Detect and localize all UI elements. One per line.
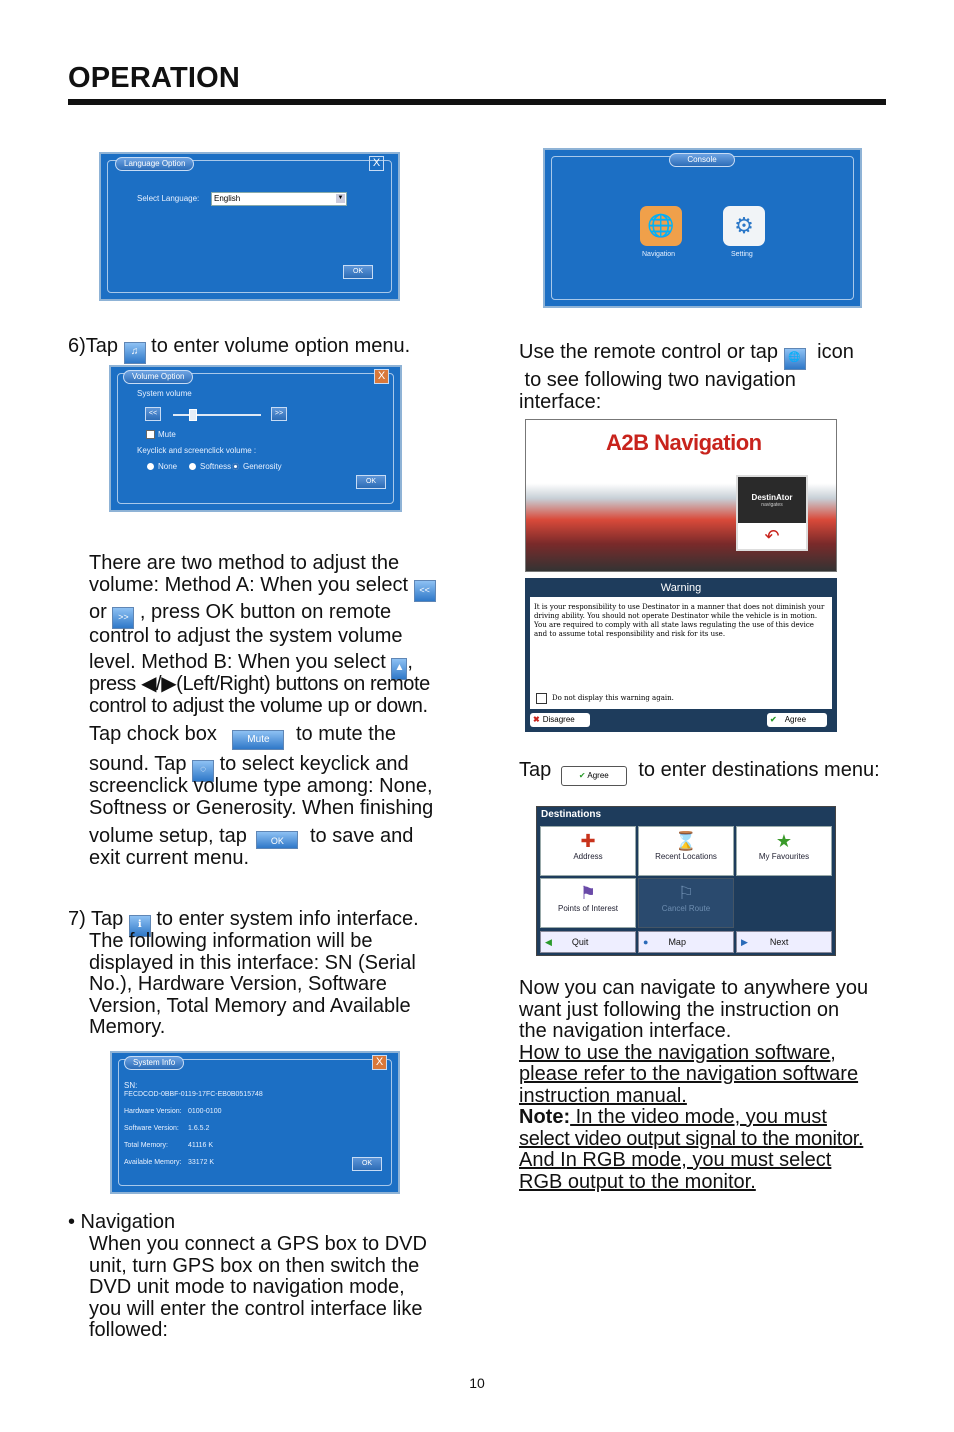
text-line: The following information will be <box>89 930 373 952</box>
quit-button[interactable] <box>540 931 636 953</box>
text-fragment: Use the remote control or tap <box>519 341 779 363</box>
available-memory-value: 33172 K <box>188 1159 215 1166</box>
destinator-logo <box>736 475 808 551</box>
radio-generosity-label: Generosity <box>243 462 282 471</box>
chevron-down-icon: ▼ <box>337 195 344 201</box>
close-icon[interactable]: X <box>374 369 389 384</box>
available-memory-label: Available Memory: <box>124 1159 182 1166</box>
text-line: And In RGB mode, you must select <box>519 1149 832 1171</box>
keyclick-icon[interactable]: ◌ <box>192 760 214 782</box>
text-line: followed: <box>89 1319 168 1341</box>
step-7-suffix: to enter system info interface. <box>156 908 419 930</box>
text-line: displayed in this interface: SN (Serial <box>89 951 416 974</box>
next-button[interactable] <box>736 931 832 953</box>
map-button[interactable] <box>638 931 734 953</box>
text-line: the navigation interface. <box>519 1020 732 1042</box>
recent-locations-button[interactable] <box>638 826 734 876</box>
text-fragment: to mute the <box>295 723 397 745</box>
agree-icon-label: Agree <box>587 771 609 780</box>
radio-softness-label: Softness <box>200 462 232 471</box>
page-heading: OPERATION <box>68 62 241 94</box>
volume-option-screenshot <box>109 365 402 512</box>
text-fragment: Tap chock box <box>89 723 217 745</box>
text-fragment: , press OK button on remote <box>139 601 392 623</box>
text-line: exit current menu. <box>89 847 250 869</box>
mute-checkbox-icon[interactable]: Mute <box>232 730 284 750</box>
volume-down-button[interactable]: << <box>145 407 161 421</box>
step-7-prefix: 7) Tap <box>68 908 124 930</box>
text-line: Softness or Generosity. When finishing <box>89 797 434 819</box>
system-volume-label: System volume <box>137 389 192 398</box>
volume-up-button[interactable]: >> <box>271 407 287 421</box>
poi-icon: ⚑ <box>579 883 597 903</box>
text-fragment: level. Method B: When you select <box>89 651 386 673</box>
keyclick-label: Keyclick and screenclick volume : <box>137 446 257 455</box>
logo-brand: DestinAtor <box>751 493 793 502</box>
volume-slider-track[interactable] <box>173 414 261 416</box>
text-line: Memory. <box>89 1016 166 1038</box>
text-line: No.), Hardware Version, Software <box>89 973 387 995</box>
logo-subtitle: navigates <box>761 502 783 508</box>
text-fragment: Tap <box>519 759 552 781</box>
disagree-button[interactable] <box>530 713 590 727</box>
page-number: 10 <box>469 1375 485 1391</box>
text-line <box>89 724 469 754</box>
text-line: RGB output to the monitor. <box>519 1170 756 1193</box>
dialog-title: Console <box>669 153 735 167</box>
disagree-label: Disagree <box>542 715 575 724</box>
dialog-frame <box>551 156 854 300</box>
quit-label: Quit <box>571 937 589 947</box>
text-line: When you connect a GPS box to DVD <box>89 1233 427 1255</box>
software-version-value: 1.6.5.2 <box>188 1125 210 1132</box>
software-version-label: Software Version: <box>124 1125 179 1132</box>
remote-control-paragraph <box>519 342 899 413</box>
ok-button[interactable]: OK <box>356 475 386 489</box>
recent-locations-label: Recent Locations <box>655 852 717 861</box>
text-line: press ◀/▶(Left/Right) buttons on remote <box>89 673 430 695</box>
volume-left-icon[interactable]: << <box>414 580 436 602</box>
agree-button[interactable] <box>767 713 827 727</box>
navigation-paragraph <box>89 1234 469 1342</box>
cancel-route-label: Cancel Route <box>661 904 711 913</box>
step-6-prefix: 6)Tap <box>68 335 119 357</box>
text-line: There are two method to adjust the <box>89 552 400 574</box>
text-fragment: volume: Method A: When you select <box>89 574 409 596</box>
ok-icon[interactable]: OK <box>256 831 298 849</box>
clock-icon: ⌛ <box>674 831 698 851</box>
text-fragment: to select keyclick and <box>219 753 409 775</box>
language-option-screenshot <box>99 152 400 301</box>
system-info-paragraph <box>89 931 469 1039</box>
ok-button[interactable]: OK <box>352 1157 382 1171</box>
text-fragment: , <box>407 651 413 673</box>
address-icon: ✚ <box>580 831 596 851</box>
total-memory-value: 41116 K <box>188 1142 214 1149</box>
setting-app-icon[interactable]: ⚙ <box>723 206 765 246</box>
note-line <box>519 1107 899 1129</box>
text-line: How to use the navigation software, <box>519 1041 836 1064</box>
select-language-label: Select Language: <box>137 194 200 203</box>
text-line: want just following the instruction on <box>519 998 840 1021</box>
mute-checkbox[interactable] <box>146 430 155 439</box>
warning-title: Warning <box>660 582 702 594</box>
text-fragment: sound. Tap <box>89 753 187 775</box>
cancel-route-icon: ⚐ <box>677 883 695 903</box>
text-line <box>89 826 469 848</box>
close-icon[interactable]: X <box>372 1055 387 1070</box>
my-favourites-button[interactable] <box>736 826 832 876</box>
address-label: Address <box>573 852 603 861</box>
text-fragment: to save and <box>310 825 414 847</box>
hardware-version-label: Hardware Version: <box>124 1108 182 1115</box>
total-memory-label: Total Memory: <box>124 1142 168 1149</box>
console-screenshot <box>543 148 862 308</box>
volume-right-icon[interactable]: >> <box>112 607 134 629</box>
a2b-navigation-screenshot <box>525 419 837 572</box>
system-info-screenshot <box>110 1051 400 1194</box>
map-label: Map <box>668 937 686 947</box>
text-line: instruction manual. <box>519 1084 687 1107</box>
sn-label: SN: <box>124 1081 138 1090</box>
close-icon: ✖ <box>533 715 540 724</box>
text-line: to see following two navigation <box>519 369 796 391</box>
radio-softness[interactable] <box>189 463 196 470</box>
text-line <box>89 754 469 776</box>
heading-rule <box>68 99 886 105</box>
agree-button-icon[interactable] <box>561 766 627 786</box>
language-value: English <box>214 194 241 203</box>
address-button[interactable] <box>540 826 636 876</box>
text-line: Now you can navigate to anywhere you <box>519 977 869 999</box>
dont-show-checkbox[interactable] <box>536 693 547 704</box>
dialog-title: Language Option <box>115 157 194 171</box>
text-line <box>519 342 899 370</box>
mute-label: Mute <box>158 430 176 439</box>
cancel-route-button[interactable] <box>638 878 734 928</box>
destinations-title: Destinations <box>541 809 602 820</box>
dialog-title: System Info <box>124 1056 184 1070</box>
setting-app-label: Setting <box>731 251 753 258</box>
star-icon: ★ <box>775 831 793 851</box>
my-favourites-label: My Favourites <box>758 852 810 861</box>
navigation-app-label: Navigation <box>642 251 676 258</box>
a2b-title: A2B Navigation <box>606 430 762 455</box>
system-info-icon[interactable]: ℹ <box>129 915 151 937</box>
tap-agree-line <box>519 760 880 786</box>
text-fragment: In the video mode, you must <box>570 1106 827 1128</box>
warning-screenshot <box>525 578 837 732</box>
dialog-frame <box>118 1059 392 1186</box>
text-fragment: volume setup, tap <box>89 825 247 847</box>
volume-slider-thumb[interactable] <box>189 409 197 421</box>
text-line <box>89 575 469 602</box>
ok-button[interactable]: OK <box>343 265 373 279</box>
text-line: interface: <box>519 390 602 413</box>
sn-value: FECDCOD-0BBF-0119-17FC-EB0B0515748 <box>124 1091 263 1098</box>
text-fragment: icon <box>817 341 854 363</box>
dont-show-label: Do not display this warning again. <box>552 694 674 702</box>
text-line: DVD unit mode to navigation mode, <box>89 1276 405 1298</box>
text-fragment: or <box>89 601 107 623</box>
navigation-instructions <box>519 978 899 1193</box>
text-line: select video output signal to the monitor. <box>519 1127 864 1150</box>
hardware-version-value: 0100-0100 <box>188 1108 222 1115</box>
navigation-icon[interactable]: 🌐 <box>784 348 806 370</box>
agree-label: Agree <box>784 715 807 724</box>
points-of-interest-button[interactable] <box>540 878 636 928</box>
language-select[interactable] <box>211 192 347 206</box>
text-fragment: to enter destinations menu: <box>638 759 880 781</box>
quit-icon: ◀ <box>545 937 552 947</box>
note-label: Note: <box>519 1106 571 1128</box>
warning-body-area <box>530 597 832 709</box>
navigation-app-icon[interactable]: 🌐 <box>640 206 682 246</box>
back-arrow-icon[interactable]: ↶ <box>738 523 806 549</box>
check-icon: ✔ <box>578 771 586 780</box>
text-line: unit, turn GPS box on then switch the <box>89 1254 420 1277</box>
radio-none[interactable] <box>147 463 154 470</box>
volume-method-paragraph <box>89 553 469 870</box>
text-line: you will enter the control interface like <box>89 1297 423 1320</box>
dialog-title: Volume Option <box>123 370 193 384</box>
text-line: screenclick volume type among: None, <box>89 775 433 797</box>
globe-icon: ● <box>643 937 649 947</box>
navigation-bullet: • Navigation <box>68 1211 176 1233</box>
volume-slider-icon[interactable]: ▲ <box>391 658 407 680</box>
step-6-line <box>68 336 410 364</box>
step-6-suffix: to enter volume option menu. <box>151 335 411 357</box>
text-line: control to adjust the system volume <box>89 625 403 647</box>
text-line: control to adjust the volume up or down. <box>89 695 428 717</box>
close-icon[interactable]: X <box>369 156 384 171</box>
check-icon: ✔ <box>770 715 777 724</box>
text-line <box>89 602 469 626</box>
text-line <box>89 652 469 674</box>
next-arrow-icon: ▶ <box>741 937 748 947</box>
volume-icon[interactable]: ♫ <box>124 342 146 364</box>
points-of-interest-label: Points of Interest <box>557 904 619 913</box>
radio-generosity[interactable] <box>232 463 239 470</box>
next-label: Next <box>769 937 789 947</box>
warning-body: It is your responsibility to use Destinator in a manner that does not diminish your driving ability. You should not operate Destinator while the vehicle is in motion. You are required to comply with all state laws regulating the use of this device and to assume total responsibility and risk for its use. <box>534 603 825 638</box>
text-line: please refer to the navigation software <box>519 1063 859 1085</box>
text-line: Version, Total Memory and Available <box>89 994 411 1017</box>
destinations-screenshot <box>536 806 836 956</box>
radio-none-label: None <box>158 462 178 471</box>
